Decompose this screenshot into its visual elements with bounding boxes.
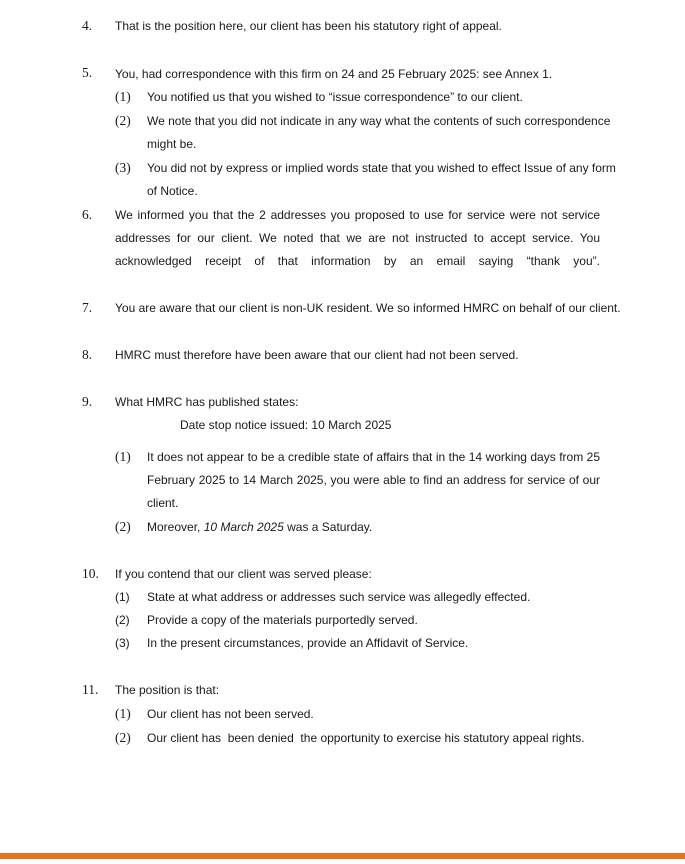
- subparagraph-text: February 2025 to 14 March 2025, you were able to find an address for service of our: [147, 473, 600, 487]
- quoted-text: Date stop notice issued: 10 March 2025: [180, 418, 392, 432]
- subparagraph-number: (2): [115, 613, 130, 627]
- paragraph-number: 5.: [82, 65, 93, 80]
- paragraph-number: 8.: [82, 347, 93, 362]
- paragraph-number: 11.: [82, 682, 99, 697]
- subparagraph-number: (2): [115, 113, 131, 128]
- paragraph-text: That is the position here, our client has been his statutory right of appeal.: [115, 19, 502, 33]
- paragraph-number: 7.: [82, 300, 93, 315]
- subparagraph-text: In the present circumstances, provide an Affidavit of Service.: [147, 636, 469, 650]
- subparagraph-text-suffix: was a Saturday.: [283, 520, 373, 534]
- paragraph-number: 6.: [82, 207, 93, 222]
- paragraph-text: What HMRC has published states:: [115, 395, 299, 409]
- paragraph-text: If you contend that our client was served please:: [115, 567, 372, 581]
- subparagraph-number: (2): [115, 730, 131, 745]
- subparagraph-text: Our client has not been served.: [147, 707, 314, 721]
- paragraph-text: acknowledged receipt of that information by an email saying “thank you”.: [115, 254, 600, 268]
- subparagraph-number: (1): [115, 590, 130, 604]
- subparagraph-text: You did not by express or implied words state that you wished to effect Issue of any form: [147, 161, 616, 175]
- paragraph-number: 9.: [82, 394, 93, 409]
- paragraph-text: You are aware that our client is non-UK resident. We so informed HMRC on behalf of our client.: [115, 301, 621, 315]
- subparagraph-number: (3): [115, 636, 130, 650]
- subparagraph-text: It does not appear to be a credible state of affairs that in the 14 working days from 25: [147, 450, 600, 464]
- subparagraph-text: might be.: [147, 137, 197, 151]
- subparagraph-number: (1): [115, 706, 131, 721]
- paragraph-text: You, had correspondence with this firm on 24 and 25 February 2025: see Annex 1.: [115, 67, 553, 81]
- subparagraph-text: of Notice.: [147, 184, 198, 198]
- paragraph-number: 4.: [82, 18, 93, 33]
- footer-strip: [0, 859, 685, 864]
- subparagraph-text: client.: [147, 496, 179, 510]
- subparagraph-number: (1): [115, 449, 131, 464]
- subparagraph-number: (1): [115, 89, 131, 104]
- subparagraph-text: [147, 520, 372, 535]
- subparagraph-text: State at what address or addresses such service was allegedly effected.: [147, 590, 531, 604]
- paragraph-text: HMRC must therefore have been aware that our client had not been served.: [115, 348, 519, 362]
- subparagraph-text: We note that you did not indicate in any way what the contents of such correspondence: [147, 114, 611, 128]
- paragraph-text: The position is that:: [115, 683, 220, 697]
- paragraph-text: We informed you that the 2 addresses you proposed to use for service were not service: [115, 208, 600, 222]
- subparagraph-text-italic: 10 March 2025: [203, 520, 284, 534]
- subparagraph-text: Provide a copy of the materials purportedly served.: [147, 613, 418, 627]
- subparagraph-number: (3): [115, 160, 131, 175]
- subparagraph-text: Our client has been denied the opportunity to exercise his statutory appeal rights.: [147, 731, 585, 745]
- paragraph-number: 10.: [82, 566, 99, 581]
- subparagraph-number: (2): [115, 519, 131, 534]
- subparagraph-text-prefix: Moreover,: [147, 520, 204, 534]
- subparagraph-text: You notified us that you wished to “issue correspondence” to our client.: [147, 90, 523, 104]
- paragraph-text: addresses for our client. We noted that we are not instructed to accept service. You: [115, 231, 600, 245]
